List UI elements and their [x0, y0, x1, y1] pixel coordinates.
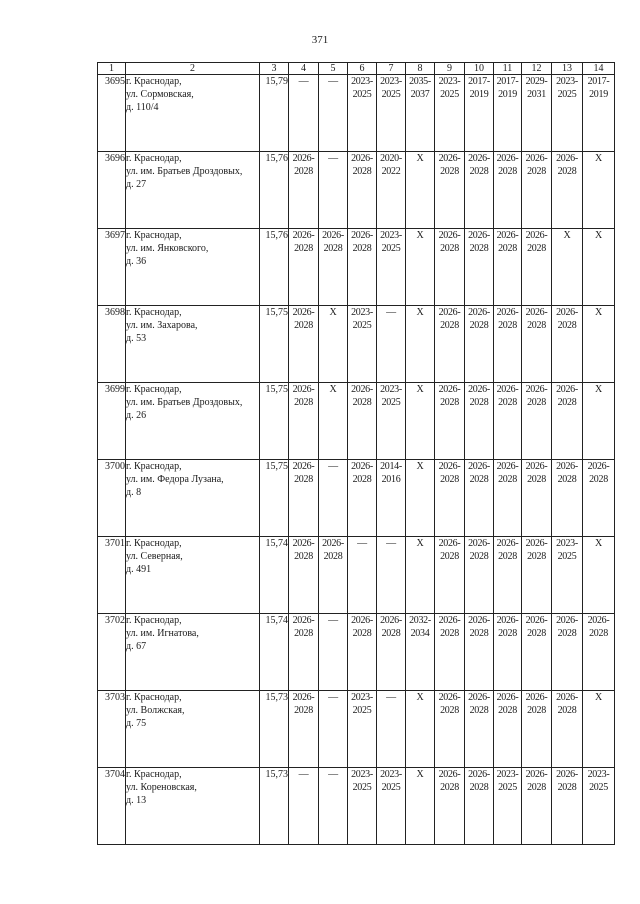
row-address: г. Краснодар, ул. им. Захарова, д. 53: [126, 306, 260, 383]
row-period-col-7: 2020- 2022: [377, 152, 406, 229]
row-period-col-9: 2026- 2028: [435, 691, 465, 768]
row-area: 15,73: [260, 691, 289, 768]
row-period-col-11: 2026- 2028: [494, 614, 522, 691]
row-period-col-4: 2026- 2028: [289, 306, 319, 383]
row-period-col-4: —: [289, 768, 319, 845]
column-header-14: 14: [583, 63, 615, 75]
column-header-12: 12: [522, 63, 552, 75]
row-period-col-10: 2026- 2028: [465, 306, 494, 383]
row-period-col-11: 2017- 2019: [494, 75, 522, 152]
row-period-col-13: 2023- 2025: [552, 75, 583, 152]
row-number: 3695: [98, 75, 126, 152]
row-period-col-7: 2023- 2025: [377, 229, 406, 306]
row-period-col-4: 2026- 2028: [289, 229, 319, 306]
row-number: 3697: [98, 229, 126, 306]
row-period-col-10: 2026- 2028: [465, 768, 494, 845]
row-period-col-6: 2026- 2028: [348, 152, 377, 229]
column-header-2: 2: [126, 63, 260, 75]
row-area: 15,75: [260, 460, 289, 537]
row-period-col-12: 2026- 2028: [522, 229, 552, 306]
row-period-col-5: 2026- 2028: [319, 537, 348, 614]
row-period-col-9: 2026- 2028: [435, 306, 465, 383]
row-period-col-11: 2026- 2028: [494, 537, 522, 614]
row-period-col-9: 2026- 2028: [435, 768, 465, 845]
row-address: г. Краснодар, ул. им. Янковского, д. 36: [126, 229, 260, 306]
row-number: 3696: [98, 152, 126, 229]
row-period-col-7: —: [377, 306, 406, 383]
row-period-col-11: 2026- 2028: [494, 306, 522, 383]
row-period-col-7: 2014- 2016: [377, 460, 406, 537]
row-period-col-10: 2026- 2028: [465, 537, 494, 614]
row-period-col-6: 2026- 2028: [348, 229, 377, 306]
row-period-col-10: 2026- 2028: [465, 691, 494, 768]
row-period-col-6: 2026- 2028: [348, 614, 377, 691]
row-period-col-14: X: [583, 691, 615, 768]
column-header-5: 5: [319, 63, 348, 75]
row-address: г. Краснодар, ул. Сормовская, д. 110/4: [126, 75, 260, 152]
row-period-col-8: X: [406, 691, 435, 768]
row-period-col-6: —: [348, 537, 377, 614]
registry-table: [97, 62, 615, 845]
row-period-col-8: X: [406, 229, 435, 306]
row-area: 15,75: [260, 306, 289, 383]
row-address: г. Краснодар, ул. Волжская, д. 75: [126, 691, 260, 768]
column-header-1: 1: [98, 63, 126, 75]
row-period-col-12: 2026- 2028: [522, 152, 552, 229]
row-period-col-8: X: [406, 460, 435, 537]
row-period-col-4: 2026- 2028: [289, 383, 319, 460]
row-period-col-9: 2026- 2028: [435, 229, 465, 306]
table-row: [98, 152, 615, 229]
row-period-col-5: X: [319, 383, 348, 460]
row-period-col-6: 2026- 2028: [348, 383, 377, 460]
row-period-col-4: 2026- 2028: [289, 614, 319, 691]
row-period-col-8: 2035- 2037: [406, 75, 435, 152]
row-period-col-11: 2026- 2028: [494, 229, 522, 306]
row-period-col-14: X: [583, 152, 615, 229]
row-area: 15,76: [260, 229, 289, 306]
table-body: [98, 75, 615, 845]
row-period-col-5: X: [319, 306, 348, 383]
row-period-col-8: X: [406, 537, 435, 614]
row-period-col-12: 2026- 2028: [522, 614, 552, 691]
row-period-col-13: 2026- 2028: [552, 152, 583, 229]
row-period-col-5: —: [319, 460, 348, 537]
row-period-col-4: —: [289, 75, 319, 152]
row-period-col-9: 2026- 2028: [435, 383, 465, 460]
header-row: [98, 63, 615, 75]
row-period-col-11: 2026- 2028: [494, 383, 522, 460]
table-row: [98, 383, 615, 460]
row-period-col-4: 2026- 2028: [289, 691, 319, 768]
row-period-col-6: 2023- 2025: [348, 75, 377, 152]
row-period-col-5: —: [319, 691, 348, 768]
row-address: г. Краснодар, ул. им. Братьев Дроздовых, д. 26: [126, 383, 260, 460]
row-period-col-13: 2026- 2028: [552, 383, 583, 460]
row-period-col-8: 2032- 2034: [406, 614, 435, 691]
row-period-col-9: 2026- 2028: [435, 460, 465, 537]
row-period-col-8: X: [406, 306, 435, 383]
row-period-col-6: 2023- 2025: [348, 768, 377, 845]
row-number: 3702: [98, 614, 126, 691]
row-period-col-12: 2026- 2028: [522, 460, 552, 537]
row-period-col-7: 2026- 2028: [377, 614, 406, 691]
row-address: г. Краснодар, ул. Северная, д. 491: [126, 537, 260, 614]
table-row: [98, 229, 615, 306]
row-period-col-4: 2026- 2028: [289, 537, 319, 614]
row-period-col-9: 2026- 2028: [435, 614, 465, 691]
row-period-col-11: 2026- 2028: [494, 152, 522, 229]
row-period-col-7: —: [377, 537, 406, 614]
column-header-6: 6: [348, 63, 377, 75]
row-area: 15,74: [260, 537, 289, 614]
row-period-col-12: 2026- 2028: [522, 768, 552, 845]
column-header-11: 11: [494, 63, 522, 75]
row-period-col-14: X: [583, 229, 615, 306]
row-area: 15,79: [260, 75, 289, 152]
row-period-col-5: —: [319, 152, 348, 229]
row-period-col-9: 2026- 2028: [435, 152, 465, 229]
column-header-9: 9: [435, 63, 465, 75]
row-period-col-8: X: [406, 768, 435, 845]
column-header-13: 13: [552, 63, 583, 75]
column-header-10: 10: [465, 63, 494, 75]
row-period-col-13: 2026- 2028: [552, 614, 583, 691]
row-period-col-14: X: [583, 383, 615, 460]
row-address: г. Краснодар, ул. им. Братьев Дроздовых, д. 27: [126, 152, 260, 229]
row-period-col-6: 2026- 2028: [348, 460, 377, 537]
table-row: [98, 537, 615, 614]
row-period-col-5: —: [319, 768, 348, 845]
row-area: 15,75: [260, 383, 289, 460]
row-period-col-13: 2026- 2028: [552, 306, 583, 383]
row-period-col-10: 2026- 2028: [465, 614, 494, 691]
row-period-col-10: 2026- 2028: [465, 460, 494, 537]
row-period-col-4: 2026- 2028: [289, 152, 319, 229]
row-period-col-10: 2017- 2019: [465, 75, 494, 152]
row-period-col-14: 2017- 2019: [583, 75, 615, 152]
row-period-col-9: 2023- 2025: [435, 75, 465, 152]
row-period-col-12: 2026- 2028: [522, 383, 552, 460]
row-period-col-13: 2023- 2025: [552, 537, 583, 614]
row-period-col-12: 2026- 2028: [522, 537, 552, 614]
row-period-col-7: 2023- 2025: [377, 75, 406, 152]
row-period-col-7: —: [377, 691, 406, 768]
row-period-col-8: X: [406, 383, 435, 460]
row-area: 15,74: [260, 614, 289, 691]
row-period-col-10: 2026- 2028: [465, 229, 494, 306]
row-area: 15,76: [260, 152, 289, 229]
row-number: 3700: [98, 460, 126, 537]
row-period-col-12: 2029- 2031: [522, 75, 552, 152]
row-period-col-14: 2026- 2028: [583, 614, 615, 691]
row-period-col-12: 2026- 2028: [522, 691, 552, 768]
page-number: 371: [311, 34, 329, 46]
row-period-col-8: X: [406, 152, 435, 229]
row-number: 3699: [98, 383, 126, 460]
column-header-4: 4: [289, 63, 319, 75]
row-period-col-6: 2023- 2025: [348, 691, 377, 768]
table-row: [98, 75, 615, 152]
row-number: 3698: [98, 306, 126, 383]
row-period-col-13: X: [552, 229, 583, 306]
table-row: [98, 460, 615, 537]
table-row: [98, 614, 615, 691]
row-period-col-13: 2026- 2028: [552, 691, 583, 768]
row-period-col-5: —: [319, 614, 348, 691]
row-period-col-13: 2026- 2028: [552, 768, 583, 845]
row-address: г. Краснодар, ул. им. Игнатова, д. 67: [126, 614, 260, 691]
row-period-col-6: 2023- 2025: [348, 306, 377, 383]
row-period-col-9: 2026- 2028: [435, 537, 465, 614]
row-period-col-14: X: [583, 306, 615, 383]
table-row: [98, 306, 615, 383]
row-address: г. Краснодар, ул. им. Федора Лузана, д. 8: [126, 460, 260, 537]
table-row: [98, 768, 615, 845]
row-address: г. Краснодар, ул. Кореновская, д. 13: [126, 768, 260, 845]
row-period-col-5: —: [319, 75, 348, 152]
row-area: 15,73: [260, 768, 289, 845]
row-number: 3704: [98, 768, 126, 845]
row-period-col-10: 2026- 2028: [465, 152, 494, 229]
row-period-col-7: 2023- 2025: [377, 768, 406, 845]
row-period-col-7: 2023- 2025: [377, 383, 406, 460]
row-number: 3701: [98, 537, 126, 614]
row-period-col-5: 2026- 2028: [319, 229, 348, 306]
row-period-col-11: 2026- 2028: [494, 460, 522, 537]
row-period-col-4: 2026- 2028: [289, 460, 319, 537]
row-period-col-14: 2023- 2025: [583, 768, 615, 845]
row-period-col-14: X: [583, 537, 615, 614]
row-period-col-13: 2026- 2028: [552, 460, 583, 537]
table-row: [98, 691, 615, 768]
row-period-col-10: 2026- 2028: [465, 383, 494, 460]
row-period-col-12: 2026- 2028: [522, 306, 552, 383]
column-header-3: 3: [260, 63, 289, 75]
column-header-7: 7: [377, 63, 406, 75]
column-header-8: 8: [406, 63, 435, 75]
row-period-col-14: 2026- 2028: [583, 460, 615, 537]
row-period-col-11: 2026- 2028: [494, 691, 522, 768]
row-number: 3703: [98, 691, 126, 768]
row-period-col-11: 2023- 2025: [494, 768, 522, 845]
